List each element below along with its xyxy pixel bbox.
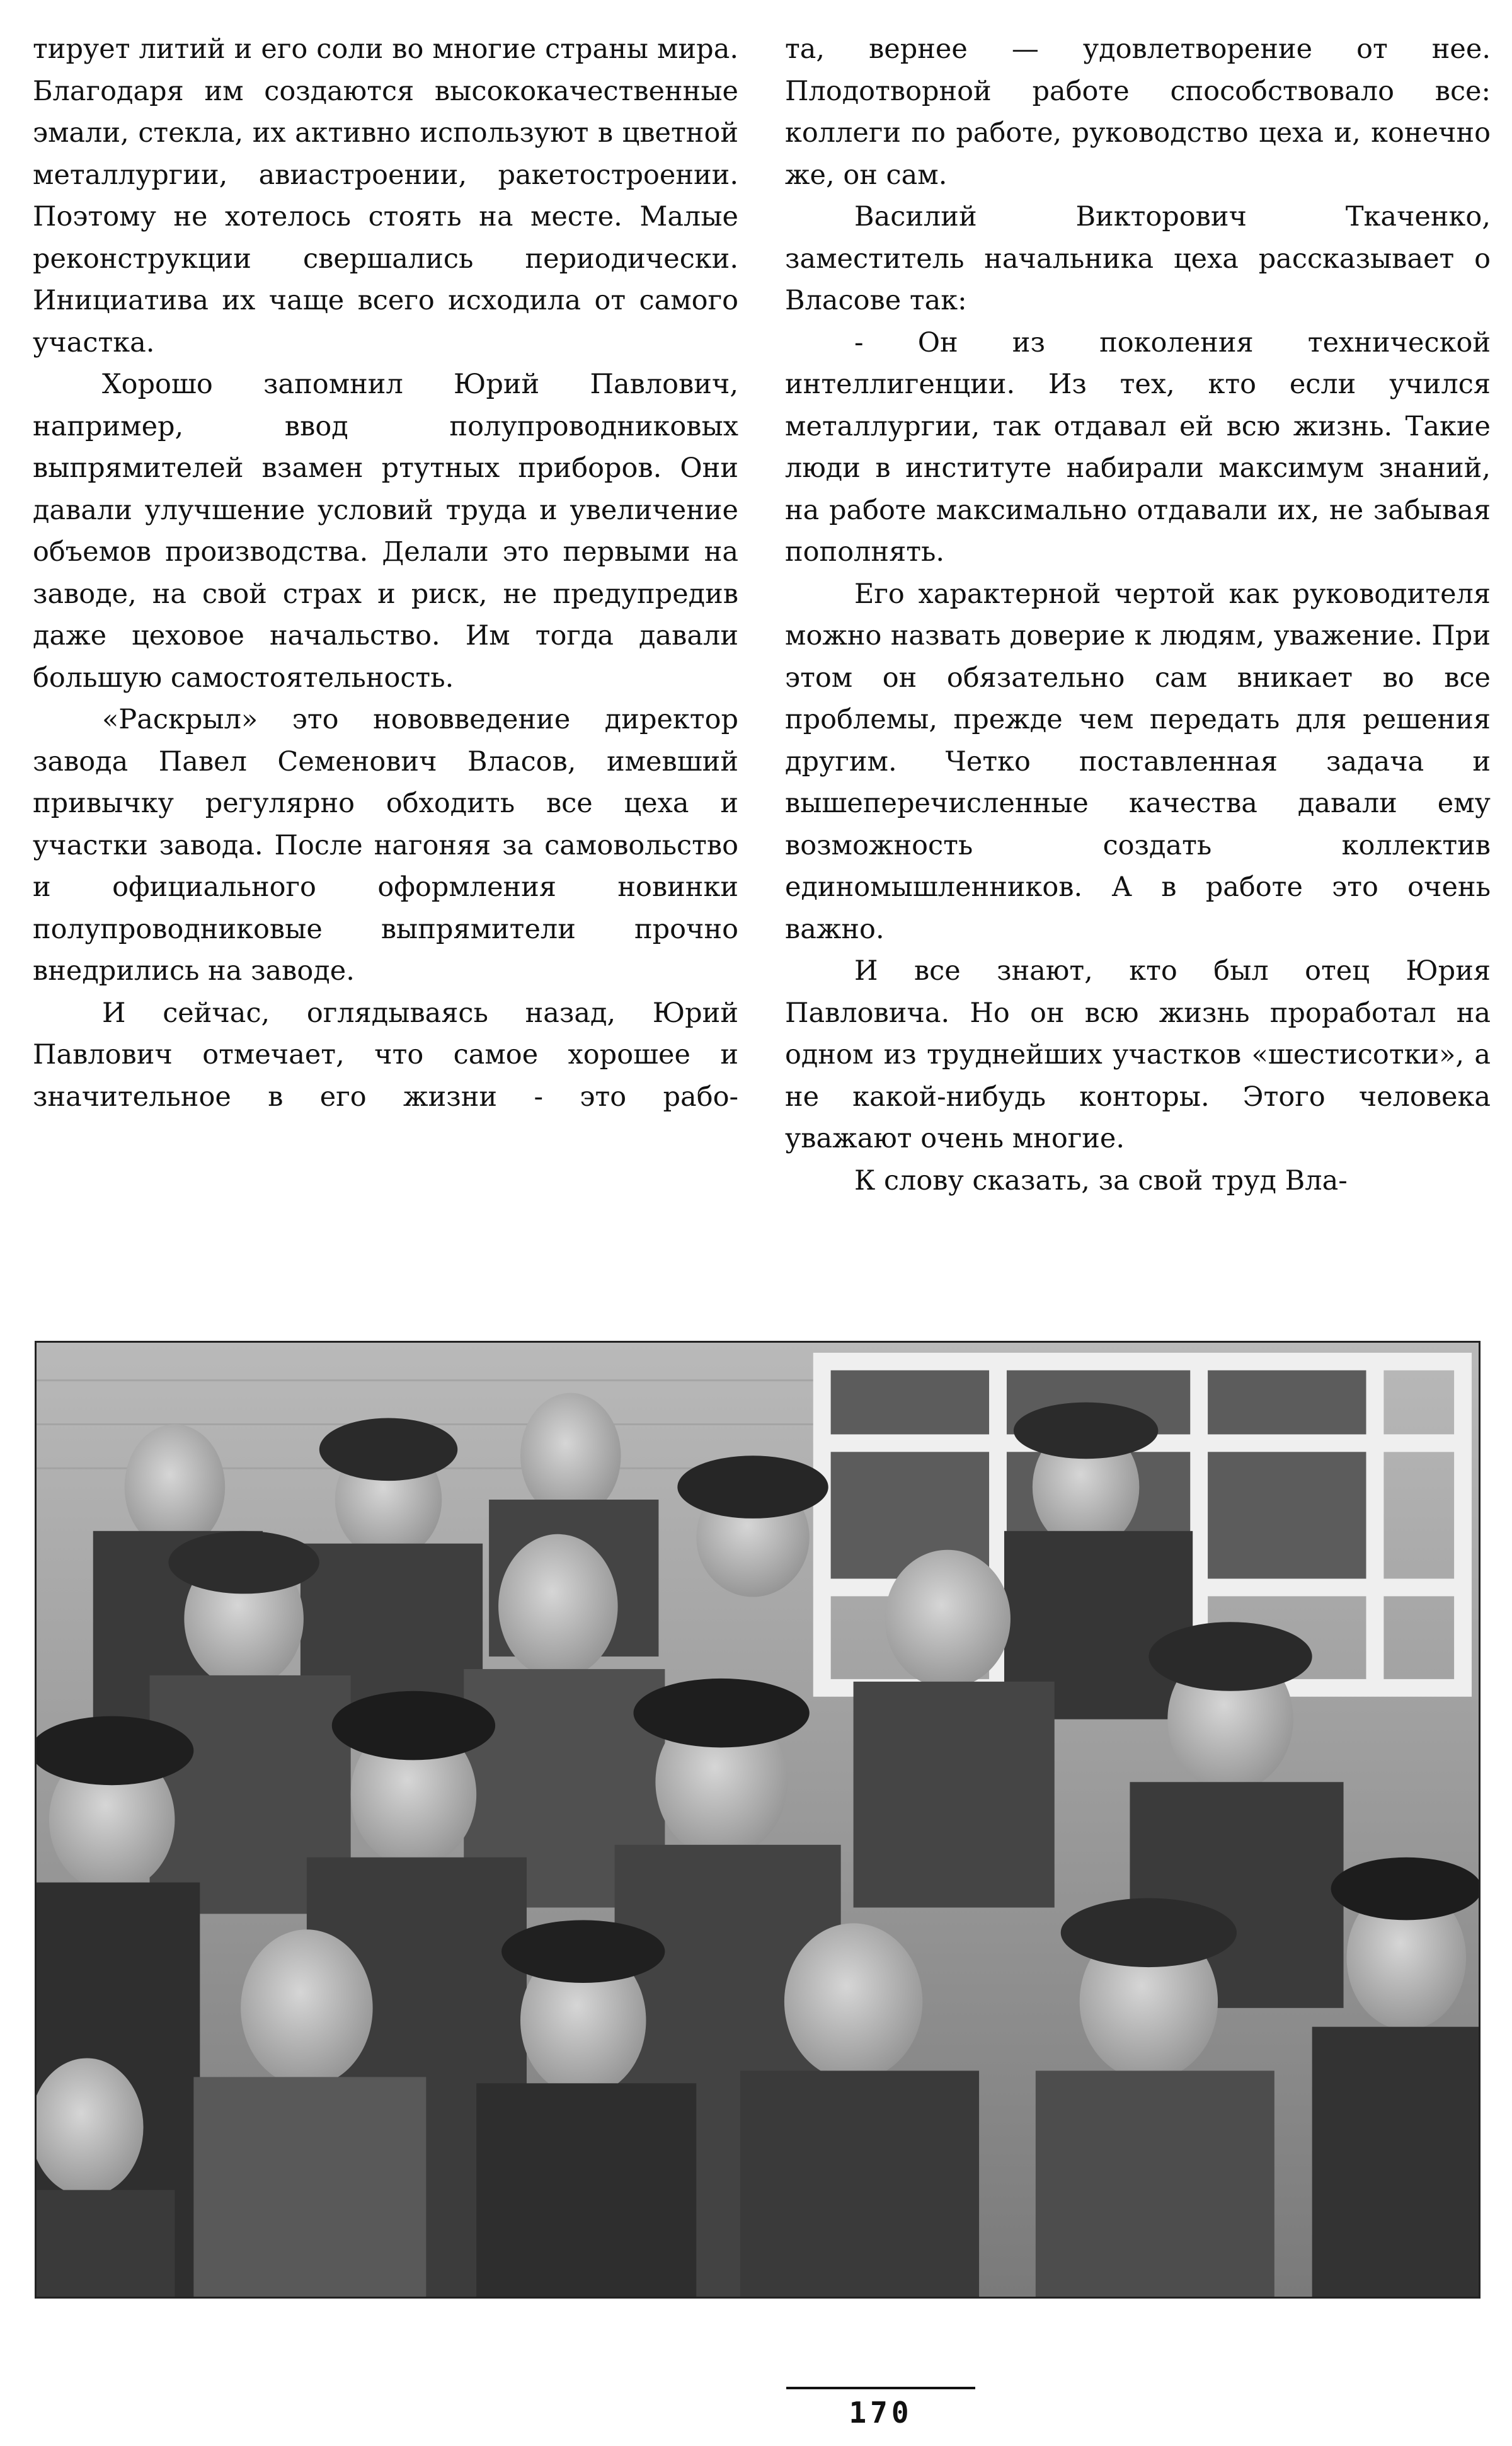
page-number: 170 bbox=[849, 2396, 913, 2430]
footer-rule bbox=[786, 2387, 975, 2389]
right-text-column bbox=[785, 28, 1491, 1202]
paragraph: И сейчас, оглядываясь назад, Юрий Павлович отмечает, что самое хорошее и значительное в его жизни - это рабо- bbox=[33, 997, 738, 1113]
paragraph: та, вернее — удовлетворение от нее. Плодотворной работе способствовало все: коллеги по работе, руководство цеха и, конечно же, он сам. bbox=[785, 33, 1491, 191]
paragraph: И все знают, кто был отец Юрия Павловича. Но он всю жизнь проработал на одном из труднейших участков «шестисотки», а не какой-нибудь конторы. Этого человека уважают очень многие. bbox=[785, 955, 1491, 1154]
paragraph: Его характерной чертой как руководителя можно назвать доверие к людям, уважение. При этом он обязательно сам вникает во все проблемы, прежде чем передать для решения другим. Четко поставленная задача и вышеперечисленные качества давали ему возможность создать коллектив единомышленников. А в работе это очень важно. bbox=[785, 578, 1491, 945]
group-photo bbox=[35, 1341, 1480, 2299]
paragraph: тирует литий и его соли во многие страны мира. Благодаря им создаются высококачественные эмали, стекла, их активно используют в цветной металлургии, авиастроении, ракетостроении. Поэтому не хотелось стоять на месте. Малые реконструкции свершались периодически. Инициатива их чаще всего исходила от самого участка. bbox=[33, 33, 738, 359]
left-text-column bbox=[33, 28, 738, 1118]
group-photo-illustration bbox=[37, 1343, 1479, 2297]
paragraph: Василий Викторович Ткаченко, заместитель начальника цеха рассказывает о Власове так: bbox=[785, 201, 1491, 316]
paragraph: К слову сказать, за свой труд Вла- bbox=[854, 1164, 1348, 1197]
paragraph: - Он из поколения технической интеллигенции. Из тех, кто если учился металлургии, так отдавал ей всю жизнь. Такие люди в институте набирали максимум знаний, на работе максимально отдавали их, не забывая пополнять. bbox=[785, 326, 1491, 568]
paragraph: «Раскрыл» это нововведение директор завода Павел Семенович Власов, имевший привычку регулярно обходить все цеха и участки завода. После нагоняя за самовольство и официального оформления новинки полупроводниковые выпрямители прочно внедрились на заводе. bbox=[33, 704, 738, 987]
paragraph: Хорошо запомнил Юрий Павлович, например, ввод полупроводниковых выпрямителей взамен ртутных приборов. Они давали улучшение условий труда и увеличение объемов производства. Делали это первыми на заводе, на свой страх и риск, не предупредив даже цеховое начальство. Им тогда давали большую самостоятельность. bbox=[33, 369, 738, 694]
